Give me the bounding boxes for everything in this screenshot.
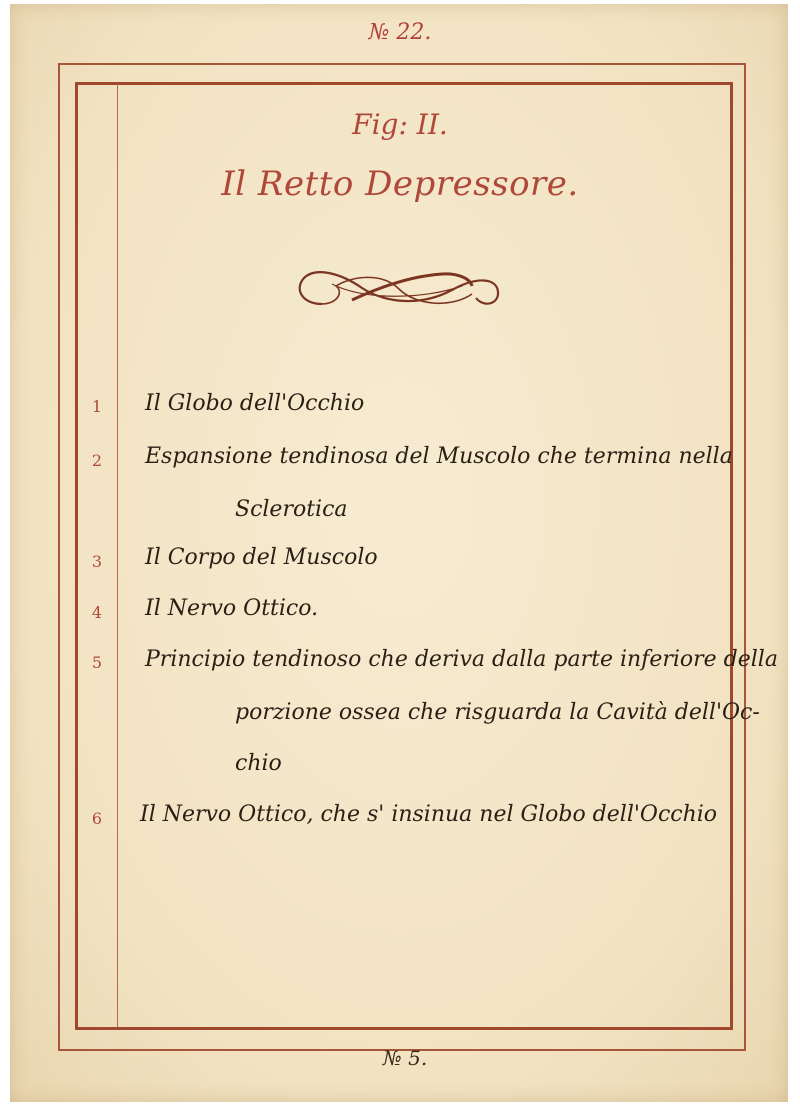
entry-text: Il Globo dell'Occhio xyxy=(145,391,365,416)
entry-number: 3 xyxy=(91,552,103,571)
entry-text-continuation: chio xyxy=(235,751,282,776)
entry-number: 1 xyxy=(91,397,103,416)
page-number-bottom: № 5. xyxy=(382,1046,428,1070)
entry-number: 5 xyxy=(91,653,103,672)
entry-text-continuation: porzione ossea che risguarda la Cavità dell'Oc- xyxy=(235,700,760,725)
entry-text: Principio tendinoso che deriva dalla parte inferiore della xyxy=(145,647,778,672)
entry-text: Il Nervo Ottico, che s' insinua nel Globo dell'Occhio xyxy=(140,802,718,827)
page-number-top: № 22. xyxy=(368,20,432,45)
entry-text: Il Corpo del Muscolo xyxy=(145,545,378,570)
entry-text: Espansione tendinosa del Muscolo che termina nella xyxy=(145,444,733,469)
entry-text-continuation: Sclerotica xyxy=(235,497,348,522)
flourish-ornament-icon xyxy=(292,264,506,314)
entry-number: 4 xyxy=(91,603,103,622)
entry-number: 6 xyxy=(91,809,103,828)
entry-number: 2 xyxy=(91,451,103,470)
margin-rule xyxy=(117,84,118,1027)
entry-text: Il Nervo Ottico. xyxy=(145,596,319,621)
page-title: Il Retto Depressore. xyxy=(221,164,579,204)
figure-label: Fig: II. xyxy=(352,108,448,141)
